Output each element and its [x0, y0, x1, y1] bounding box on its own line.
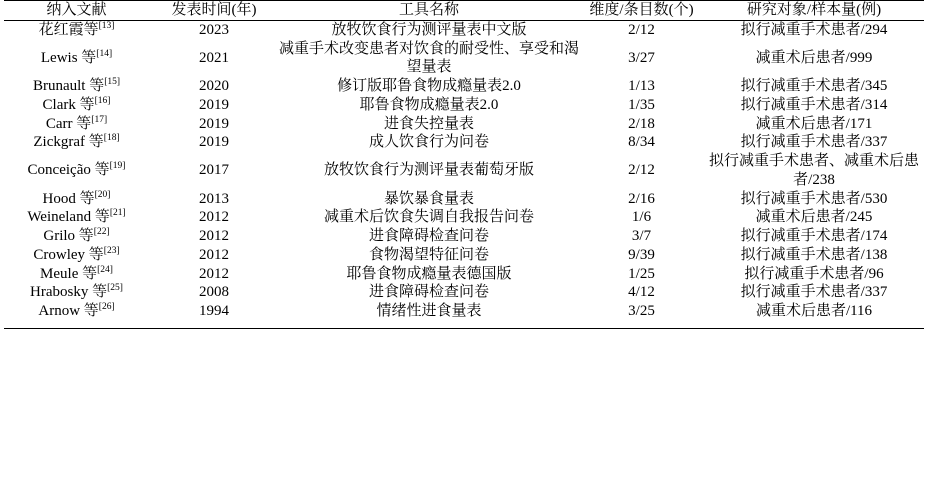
table-row	[4, 302, 924, 328]
table-row	[4, 20, 924, 39]
cell-reference	[4, 152, 149, 190]
cell-reference	[4, 208, 149, 227]
reference-superscript: [20]	[94, 189, 111, 200]
cell-tool: 进食失控量表	[383, 115, 474, 132]
column-header-dimensions: 维度/条目数(个)	[579, 1, 704, 21]
cell-subjects: 拟行减重手术患者/530	[740, 190, 888, 207]
table-row	[4, 208, 924, 227]
cell-subjects: 拟行减重手术患者、减重术后患者/238	[708, 153, 919, 188]
cell-subjects: 拟行减重手术患者/314	[740, 96, 888, 113]
cell-subjects: 减重术后患者/245	[755, 209, 873, 226]
reference-text: Clark 等	[42, 96, 95, 113]
cell-dimensions: 3/7	[631, 228, 652, 244]
reference-superscript: [25]	[107, 283, 123, 294]
table-row	[4, 115, 924, 134]
table-row	[4, 246, 924, 265]
reference-superscript: [16]	[94, 95, 111, 106]
table-row	[4, 283, 924, 302]
cell-dimensions: 1/35	[628, 96, 655, 113]
cell-subjects: 减重术后患者/999	[755, 49, 873, 66]
cell-tool: 情绪性进食量表	[279, 302, 579, 328]
cell-subjects: 拟行减重手术患者/345	[740, 78, 888, 94]
cell-reference	[4, 227, 149, 246]
cell-year: 2013	[199, 190, 229, 207]
table-row	[4, 96, 924, 115]
cell-dimensions: 9/39	[628, 246, 655, 263]
reference-superscript: [18]	[103, 133, 120, 144]
cell-dimensions: 2/12	[628, 21, 655, 38]
cell-year: 2019	[199, 134, 229, 151]
cell-dimensions: 2/18	[628, 115, 655, 132]
cell-reference	[4, 115, 149, 134]
cell-tool: 减重术后饮食失调自我报告问卷	[323, 209, 534, 226]
reference-superscript: [24]	[97, 264, 113, 275]
reference-superscript: [13]	[98, 20, 115, 31]
cell-reference	[4, 246, 149, 265]
reference-superscript: [19]	[109, 161, 126, 172]
cell-reference	[4, 96, 149, 115]
cell-year: 1994	[149, 302, 279, 328]
cell-tool: 耶鲁食物成瘾量表德国版	[346, 265, 512, 282]
table-body	[4, 20, 924, 328]
cell-tool: 放牧饮食行为测评量表葡萄牙版	[323, 162, 534, 179]
cell-dimensions: 1/6	[631, 209, 652, 226]
cell-year: 2021	[199, 49, 229, 66]
reference-superscript: [23]	[103, 245, 120, 256]
reference-text: Meule 等	[40, 265, 98, 282]
reference-text: Hrabosky 等	[30, 284, 108, 301]
cell-subjects: 拟行减重手术患者/337	[740, 284, 888, 301]
cell-subjects: 拟行减重手术患者/96	[744, 265, 884, 282]
cell-reference	[4, 20, 149, 39]
cell-dimensions: 3/27	[628, 49, 655, 66]
reference-superscript: [22]	[93, 227, 110, 237]
reference-text: Zickgraf 等	[33, 134, 104, 151]
cell-dimensions: 4/12	[628, 284, 655, 301]
cell-dimensions: 1/13	[628, 78, 655, 94]
cell-tool: 放牧饮食行为测评量表中文版	[331, 21, 527, 38]
reference-text: 花红霞等	[38, 21, 99, 38]
cell-tool: 暴饮暴食量表	[383, 190, 474, 207]
cell-subjects: 减重术后患者/171	[755, 115, 873, 132]
cell-subjects: 减重术后患者/116	[704, 302, 924, 328]
cell-year: 2020	[199, 78, 229, 94]
reference-text: Carr 等	[45, 115, 92, 132]
cell-tool: 成人饮食行为问卷	[368, 134, 489, 151]
cell-dimensions: 2/12	[628, 162, 655, 179]
reference-text: Crowley 等	[33, 246, 104, 263]
column-header-reference: 纳入文献	[4, 1, 149, 21]
table-row	[4, 227, 924, 246]
reference-text: Conceição 等	[27, 162, 110, 179]
table-header	[4, 1, 924, 21]
reference-superscript: [26]	[98, 302, 115, 312]
cell-subjects: 拟行减重手术患者/294	[740, 21, 888, 38]
cell-reference	[4, 40, 149, 78]
cell-year: 2019	[199, 96, 229, 113]
cell-tool: 进食障碍检查问卷	[368, 284, 489, 301]
column-header-subjects: 研究对象/样本量(例)	[704, 1, 924, 21]
cell-year: 2008	[199, 284, 229, 301]
reference-text: Lewis 等	[40, 49, 97, 66]
column-header-tool: 工具名称	[279, 1, 579, 21]
table-row	[4, 77, 924, 96]
cell-year: 2017	[199, 162, 229, 179]
cell-reference	[4, 302, 149, 328]
reference-superscript: [21]	[109, 208, 126, 219]
cell-dimensions: 3/25	[579, 302, 704, 328]
cell-year: 2012	[199, 265, 229, 282]
table-row	[4, 40, 924, 78]
cell-reference	[4, 133, 149, 152]
eating-behavior-tools-table	[4, 0, 924, 329]
column-header-year: 发表时间(年)	[149, 1, 279, 21]
reference-text: Arnow 等	[38, 303, 99, 319]
cell-tool: 进食障碍检查问卷	[368, 228, 489, 244]
reference-superscript: [15]	[104, 77, 121, 87]
table-header-row	[4, 1, 924, 21]
cell-year: 2012	[199, 228, 229, 244]
table-row	[4, 152, 924, 190]
reference-superscript: [17]	[91, 114, 108, 125]
cell-year: 2012	[199, 246, 229, 263]
cell-dimensions: 8/34	[628, 134, 655, 151]
cell-year: 2019	[199, 115, 229, 132]
reference-text: Grilo 等	[43, 228, 94, 244]
cell-subjects: 拟行减重手术患者/337	[740, 134, 888, 151]
cell-dimensions: 1/25	[628, 265, 655, 282]
table-row	[4, 190, 924, 209]
table-row	[4, 133, 924, 152]
cell-tool: 减重手术改变患者对饮食的耐受性、享受和渴望量表	[279, 40, 580, 76]
cell-year: 2012	[199, 209, 229, 226]
cell-reference	[4, 190, 149, 209]
cell-reference	[4, 283, 149, 302]
cell-subjects: 拟行减重手术患者/174	[740, 228, 888, 244]
reference-text: Brunault 等	[32, 78, 105, 94]
reference-text: Hood 等	[42, 190, 95, 207]
reference-superscript: [14]	[96, 48, 113, 59]
cell-dimensions: 2/16	[628, 190, 655, 207]
cell-reference	[4, 265, 149, 284]
cell-subjects: 拟行减重手术患者/138	[740, 246, 888, 263]
cell-tool: 耶鲁食物成瘾量表2.0	[359, 96, 499, 113]
table-row	[4, 265, 924, 284]
cell-reference	[4, 77, 149, 96]
cell-tool: 修订版耶鲁食物成瘾量表2.0	[337, 78, 521, 94]
cell-tool: 食物渴望特征问卷	[368, 246, 489, 263]
reference-text: Weineland 等	[27, 209, 110, 226]
cell-year: 2023	[199, 21, 229, 38]
